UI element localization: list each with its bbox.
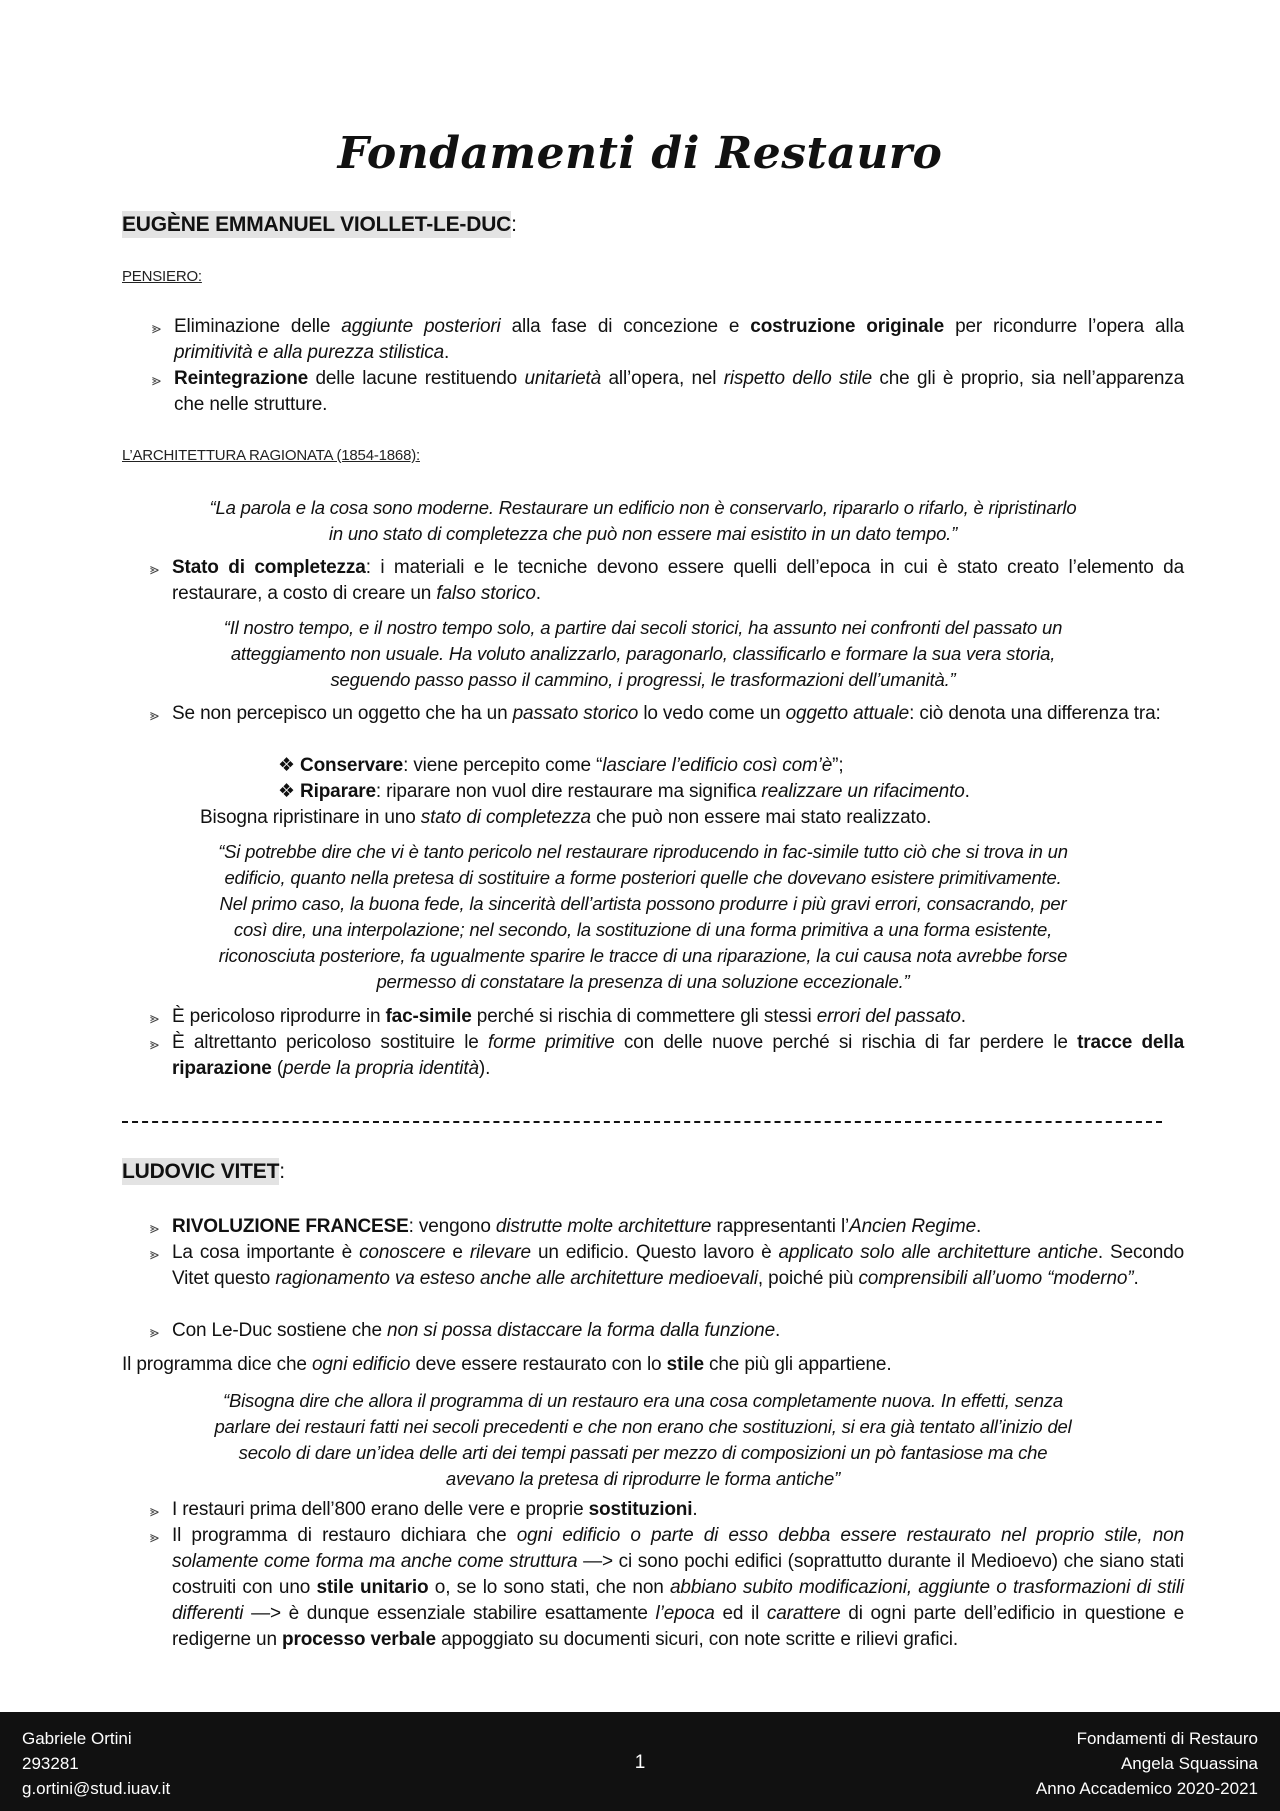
heading-colon: : (279, 1160, 285, 1183)
footer-teacher: Angela Squassina (1120, 1754, 1258, 1773)
footer-course-block (1036, 1726, 1258, 1801)
bullet-rivoluzione-francese: ⪢ RIVOLUZIONE FRANCESE: vengono distrutte molte architetture rappresentanti l’Ancien Regime. (150, 1214, 1184, 1240)
arrow-bullet-icon: ⪢ (152, 372, 161, 389)
arrow-bullet-icon: ⪢ (150, 1324, 159, 1341)
footer-author: Gabriele Ortini (22, 1729, 132, 1748)
diamond-bullet-icon: ❖ (278, 781, 301, 802)
pensiero-label: PENSIERO: (122, 268, 202, 285)
arrow-bullet-icon: ⪢ (150, 1246, 159, 1263)
page-footer (0, 1712, 1280, 1811)
section-heading-ludovic-vitet (122, 1160, 285, 1184)
ripristino-line: Bisogna ripristinare in uno stato di completezza che può non essere mai stato realizzato. (200, 807, 932, 828)
section-heading-viollet-le-duc (122, 213, 517, 237)
bullet-reintegrazione: ⪢ Reintegrazione delle lacune restituendo unitarietà all’opera, nel rispetto dello stile che gli è proprio, sia nell’apparenza che nelle strutture. (152, 368, 1185, 415)
arrow-bullet-icon: ⪢ (150, 1036, 159, 1053)
bullet-eliminazione: ⪢ Eliminazione delle aggiunte posteriori alla fase di concezione e costruzione originale per ricondurre l’opera alla primitività e alla purezza stilistica. (152, 316, 1185, 363)
page-title: Fondamenti di Restauro (337, 128, 943, 179)
architettura-ragionata-label: L’ARCHITETTURA RAGIONATA (1854-1868): (122, 447, 420, 464)
arrow-bullet-icon: ⪢ (150, 1220, 159, 1237)
arrow-bullet-icon: ⪢ (150, 561, 159, 578)
footer-course: Fondamenti di Restauro (1076, 1729, 1258, 1748)
quote-nostro-tempo: “Il nostro tempo, e il nostro tempo solo, a partire dai secoli storici, ha assunto nei confronti del passato un atteggiamento non usuale. Ha voluto analizzarlo, paragonarlo, classificarlo e formare la sua vera storia, seguendo passo passo il cammino, i progressi, le trasformazioni dell’umanità.” (223, 617, 1063, 690)
footer-page-number: 1 (634, 1752, 646, 1773)
bullet-programma-restauro: ⪢ Il programma di restauro dichiara che ogni edificio o parte di esso debba essere restaurato nel proprio stile, non solamente come forma ma anche come struttura —> ci sono pochi edifici (soprattutto durante il Medioevo) che siano stati costruiti con uno stile unitario o, se lo sono stati, che non abbiano subito modificazioni, aggiunte o trasformazioni di stili differenti —> è dunque essenziale stabilire esattamente l’epoca ed il carattere di ogni parte dell’edificio in questione e redigerne un processo verbale appoggiato su documenti sicuri, con note scritte e rilievi grafici. (150, 1525, 1184, 1650)
heading-text: LUDOVIC VITET (122, 1160, 280, 1183)
subbullet-riparare: ❖ Riparare: riparare non vuol dire restaurare ma significa realizzare un rifacimento. (278, 781, 970, 802)
section-divider (122, 1121, 1162, 1123)
quote-fac-simile: “Si potrebbe dire che vi è tanto pericolo nel restaurare riproducendo in fac-simile tutto ciò che si trova in un edificio, quanto nella pretesa di sostituire a forme posteriori quelle che dovevano esistere primitivamente. Nel primo caso, la buona fede, la sincerità dell’artista possono produrre i più gravi errori, consacrando, per così dire, una interpolazione; nel secondo, la sostituzione di una forma primitiva a una forma esistente, riconosciuta posteriore, fa ugualmente sparire le tracce di una riparazione, la cui causa nota avrebbe forse permesso di constatare la presenza di una soluzione eccezionale.” (218, 841, 1068, 992)
arrow-bullet-icon: ⪢ (150, 1529, 159, 1546)
bullet-passato-storico: ⪢ Se non percepisco un oggetto che ha un passato storico lo vedo come un oggetto attuale: ciò denota una differenza tra: (150, 701, 1184, 727)
footer-matricola: 293281 (22, 1754, 79, 1773)
heading-text: EUGÈNE EMMANUEL VIOLLET-LE-DUC (122, 213, 512, 236)
bullet-pericoloso-fac-simile: ⪢ È pericoloso riprodurre in fac-simile perché si rischia di commettere gli stessi errori del passato. (150, 1004, 1184, 1030)
arrow-bullet-icon: ⪢ (150, 1503, 159, 1520)
programma-line: Il programma dice che ogni edificio deve essere restaurato con lo stile che più gli appartiene. (122, 1354, 892, 1375)
diamond-bullet-icon: ❖ (278, 755, 301, 776)
footer-email: g.ortini@stud.iuav.it (22, 1779, 171, 1798)
bullet-stato-completezza: ⪢ Stato di completezza: i materiali e le tecniche devono essere quelli dell’epoca in cui è stato creato l’elemento da restaurare, a costo di creare un falso storico. (150, 557, 1184, 604)
bullet-restauri-800: ⪢ I restauri prima dell’800 erano delle vere e proprie sostituzioni. (150, 1497, 1184, 1523)
bullet-forma-funzione: ⪢ Con Le-Duc sostiene che non si possa distaccare la forma dalla funzione. (150, 1318, 1184, 1344)
quote-programma-restauro: “Bisogna dire che allora il programma di un restauro era una cosa completamente nuova. In effetti, senza parlare dei restauri fatti nei secoli precedenti e che non erano che sostituzioni, si era già tentato all’inizio del secolo di dare un’idea delle arti dei tempi passati per mezzo di composizioni un pò fantasiose ma che avevano la pretesa di riprodurre le forma antiche” (214, 1390, 1072, 1489)
arrow-bullet-icon: ⪢ (150, 707, 159, 724)
bullet-forme-primitive: ⪢ È altrettanto pericoloso sostituire le forme primitive con delle nuove perché si rischia di far perdere le tracce della riparazione (perde la propria identità). (150, 1032, 1185, 1079)
heading-colon: : (511, 213, 517, 236)
bullet-conoscere-rilevare: ⪢ La cosa importante è conoscere e rilevare un edificio. Questo lavoro è applicato solo alle architetture antiche. Secondo Vitet questo ragionamento va esteso anche alle architetture medioevali, poiché più comprensibili all’uomo “moderno”. (150, 1242, 1185, 1289)
arrow-bullet-icon: ⪢ (152, 320, 161, 337)
subbullet-conservare: ❖ Conservare: viene percepito come “lasciare l’edificio così com’è”; (278, 755, 844, 776)
quote-completezza: “La parola e la cosa sono moderne. Restaurare un edificio non è conservarlo, ripararlo o rifarlo, è ripristinarlo in uno stato di completezza che può non essere mai esistito in un dato tempo.” (209, 497, 1077, 544)
footer-year: Anno Accademico 2020-2021 (1035, 1779, 1258, 1798)
arrow-bullet-icon: ⪢ (150, 1010, 159, 1027)
